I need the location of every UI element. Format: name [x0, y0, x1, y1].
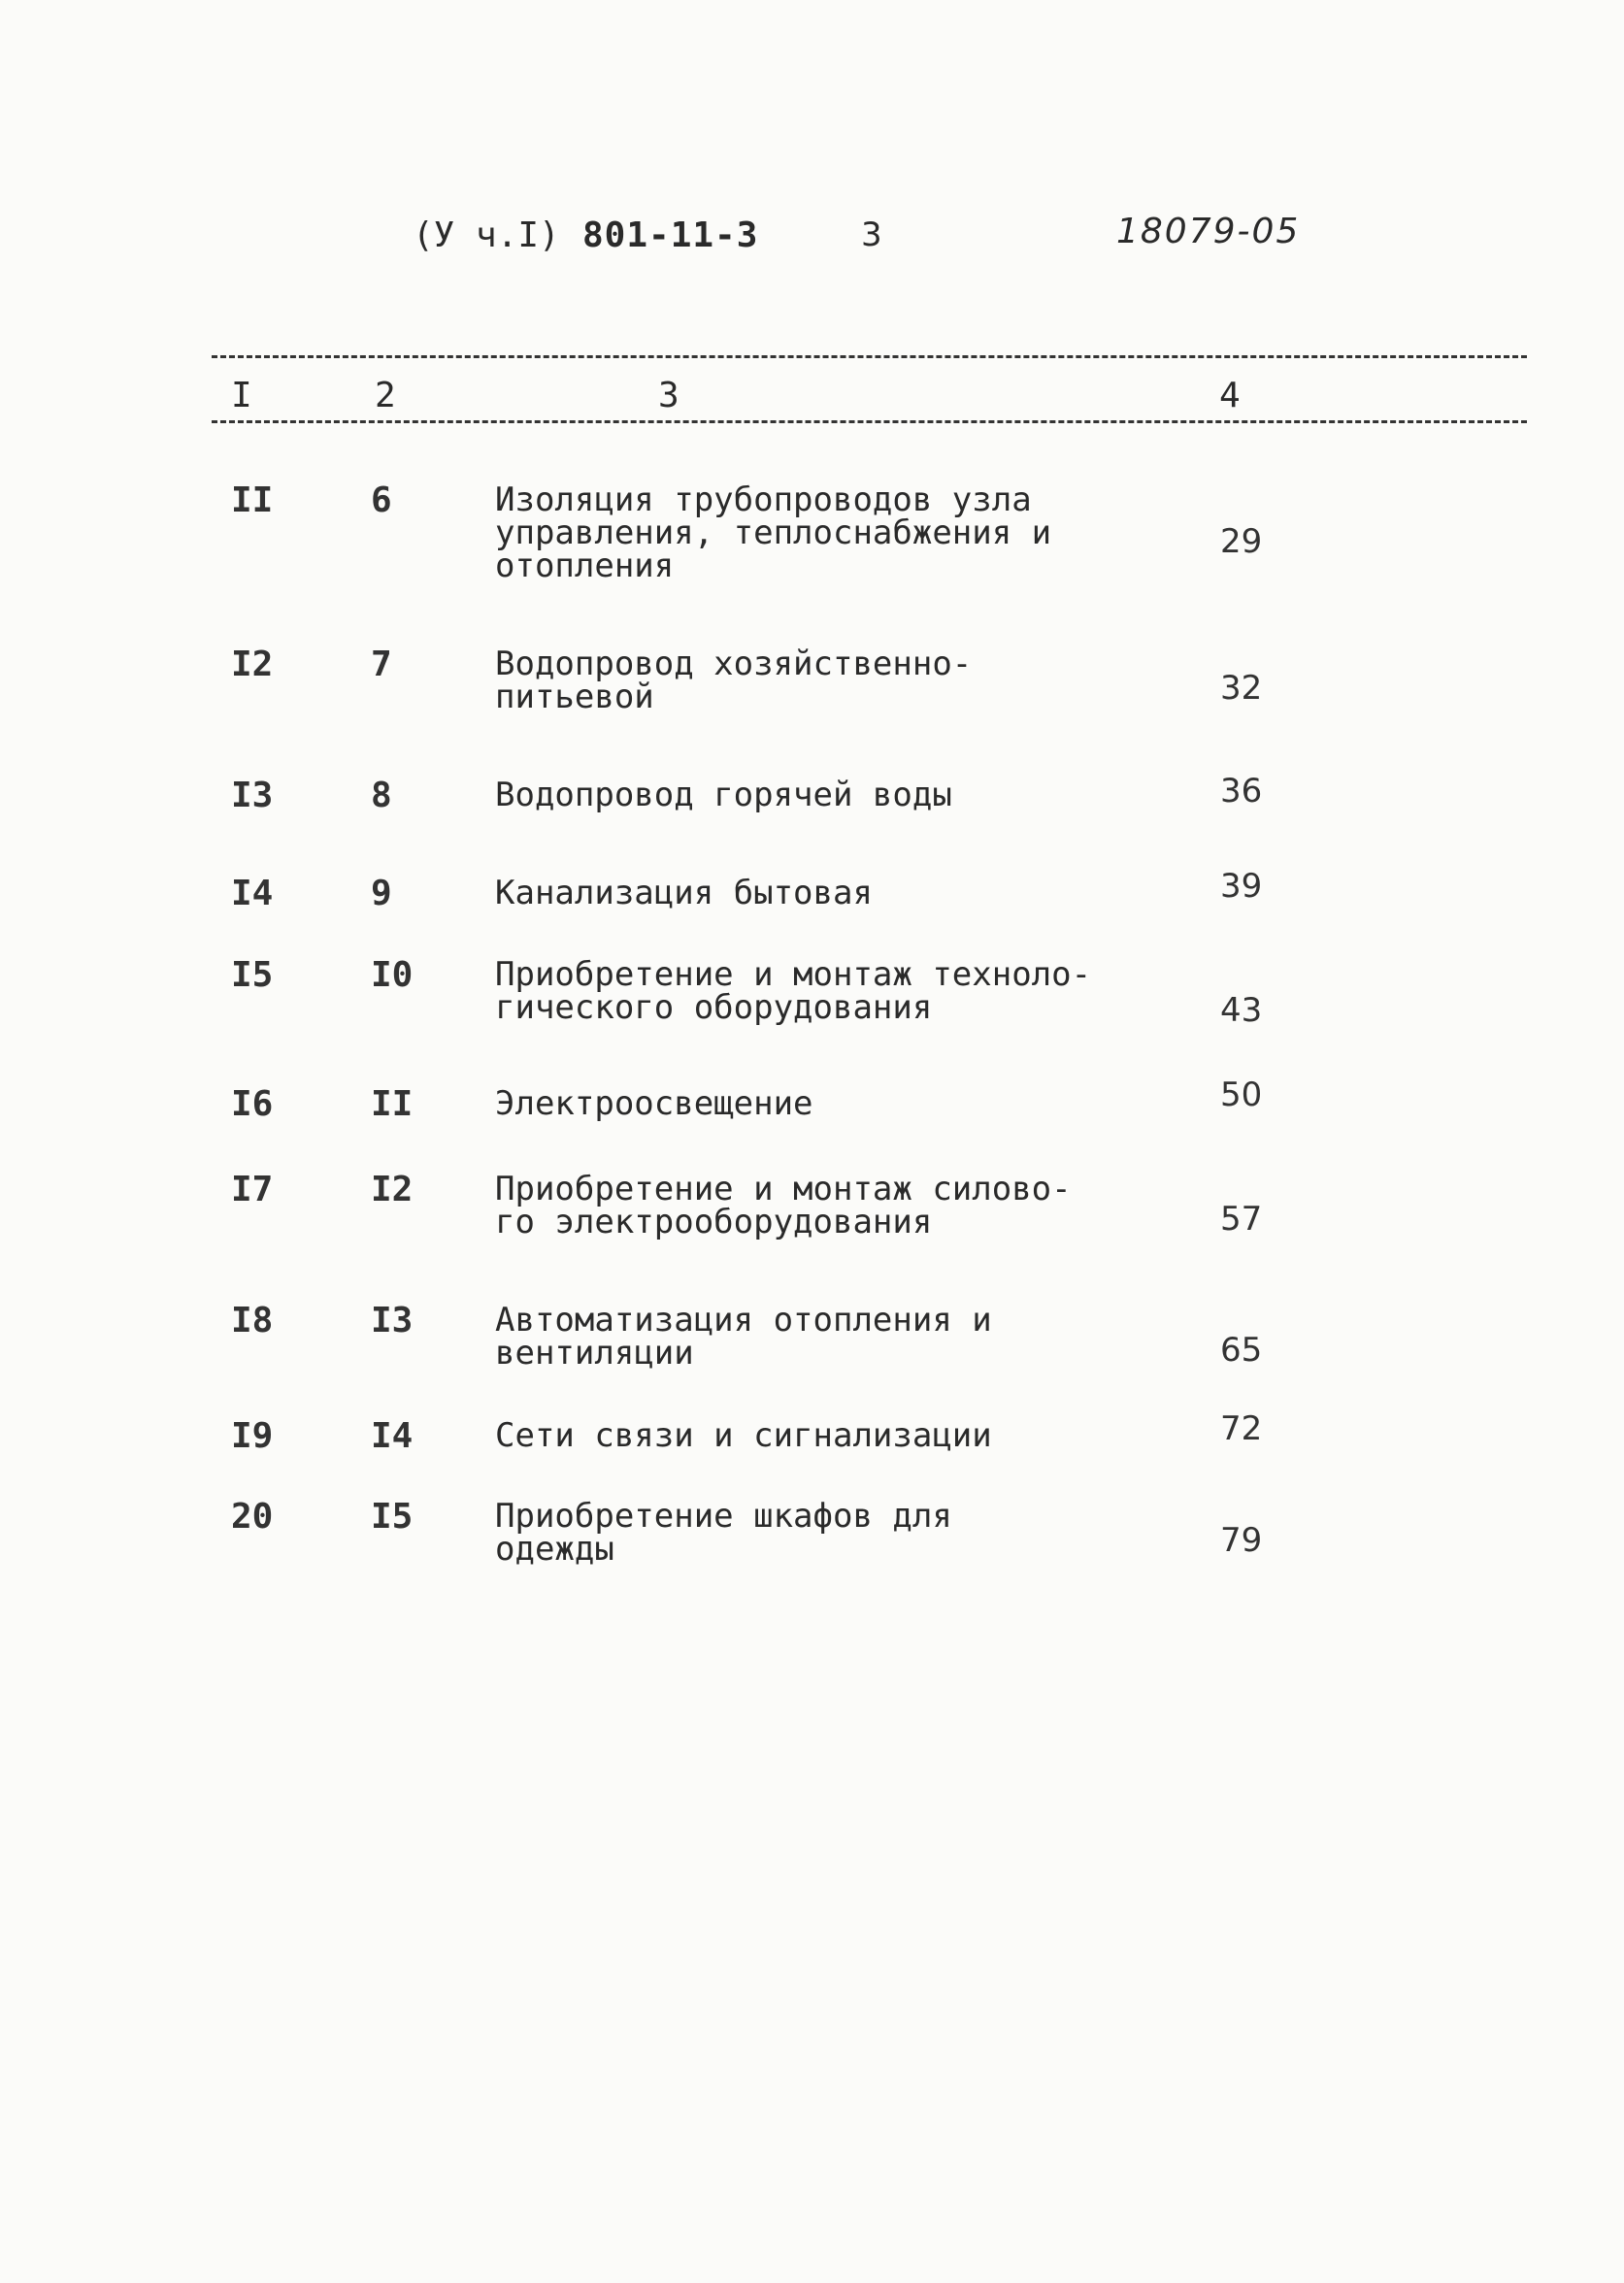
- row-number: I3: [231, 776, 274, 815]
- section-title: Сети связи и сигнализации: [495, 1416, 992, 1455]
- row-number: II: [231, 480, 274, 520]
- section-number: I2: [371, 1170, 414, 1209]
- section-title: Приобретение и монтаж техноло- гического оборудования: [495, 955, 1092, 1027]
- page-ref: 39: [1220, 867, 1263, 906]
- section-number: I5: [371, 1497, 414, 1537]
- row-number: I2: [231, 645, 274, 684]
- series-label: (У ч.I): [413, 215, 560, 255]
- row-number: I4: [231, 874, 274, 913]
- section-title: Изоляция трубопроводов узла управления, теплоснабжения и отопления: [495, 480, 1052, 585]
- row-number: I6: [231, 1084, 274, 1124]
- row-number: 20: [231, 1497, 274, 1537]
- page-ref: 79: [1220, 1521, 1263, 1560]
- section-title: Водопровод горячей воды: [495, 776, 952, 814]
- page-number: 3: [861, 215, 882, 254]
- section-number: 6: [371, 480, 392, 520]
- column-header-1: I: [225, 377, 258, 415]
- section-number: I0: [371, 955, 414, 995]
- page-ref: 29: [1220, 522, 1263, 561]
- column-header-4: 4: [1213, 377, 1246, 415]
- row-number: I8: [231, 1301, 274, 1340]
- section-number: 8: [371, 776, 392, 815]
- section-number: 7: [371, 645, 392, 684]
- row-number: I7: [231, 1170, 274, 1209]
- column-header-3: 3: [652, 377, 685, 415]
- section-title: Приобретение и монтаж силово- го электрооборудования: [495, 1170, 1072, 1241]
- section-title: Электроосвещение: [495, 1084, 813, 1123]
- document-number: 18079-05: [1116, 212, 1301, 251]
- section-number: II: [371, 1084, 414, 1124]
- column-header-2: 2: [369, 377, 402, 415]
- page-ref: 72: [1220, 1409, 1263, 1448]
- section-number: I4: [371, 1416, 414, 1456]
- table-header-rule: [212, 420, 1527, 423]
- page-ref: 57: [1220, 1200, 1263, 1239]
- section-title: Приобретение шкафов для одежды: [495, 1497, 952, 1569]
- section-number: 9: [371, 874, 392, 913]
- page-ref: 50: [1220, 1075, 1263, 1114]
- table-top-rule: [212, 355, 1527, 358]
- page-ref: 65: [1220, 1331, 1263, 1370]
- row-number: I5: [231, 955, 274, 995]
- section-title: Автоматизация отопления и вентиляции: [495, 1301, 992, 1373]
- page-ref: 32: [1220, 669, 1263, 708]
- row-number: I9: [231, 1416, 274, 1456]
- section-title: Канализация бытовая: [495, 874, 873, 912]
- section-number: I3: [371, 1301, 414, 1340]
- page-ref: 43: [1220, 991, 1263, 1030]
- page-ref: 36: [1220, 772, 1263, 811]
- project-code: 801-11-3: [582, 215, 759, 255]
- section-title: Водопровод хозяйственно- питьевой: [495, 645, 973, 716]
